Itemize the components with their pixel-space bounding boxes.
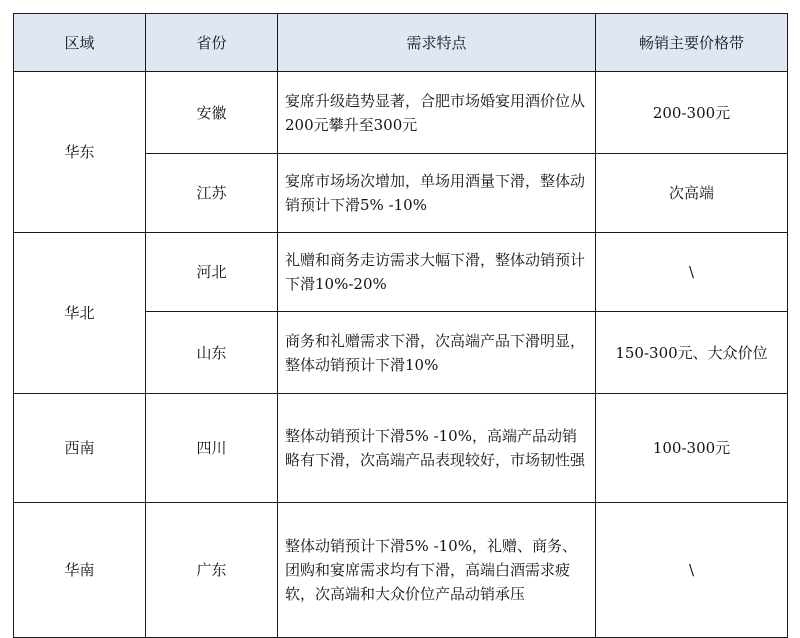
province-cell: 河北 <box>146 233 278 312</box>
price-band-cell: 100-300元 <box>596 394 788 503</box>
table-row <box>14 503 788 638</box>
header-region: 区域 <box>14 14 146 72</box>
regional-demand-table <box>13 13 788 638</box>
price-band-cell: 200-300元 <box>596 72 788 154</box>
table-row <box>14 394 788 503</box>
header-row <box>14 14 788 72</box>
demand-cell: 礼赠和商务走访需求大幅下滑，整体动销预计下滑10%-20% <box>278 233 596 312</box>
price-band-cell: \ <box>596 503 788 638</box>
header-demand: 需求特点 <box>278 14 596 72</box>
province-cell: 广东 <box>146 503 278 638</box>
region-cell: 西南 <box>14 394 146 503</box>
demand-cell: 宴席市场场次增加，单场用酒量下滑，整体动销预计下滑5% -10% <box>278 154 596 233</box>
province-cell: 山东 <box>146 312 278 394</box>
demand-cell: 整体动销预计下滑5% -10%，礼赠、商务、团购和宴席需求均有下滑，高端白酒需求疲软，次高端和大众价位产品动销承压 <box>278 503 596 638</box>
table-row <box>14 72 788 154</box>
province-cell: 安徽 <box>146 72 278 154</box>
demand-cell: 整体动销预计下滑5% -10%，高端产品动销略有下滑，次高端产品表现较好，市场韧性强 <box>278 394 596 503</box>
price-demand-table-container <box>13 13 787 603</box>
region-cell: 华南 <box>14 503 146 638</box>
region-cell: 华北 <box>14 233 146 394</box>
price-band-cell: \ <box>596 233 788 312</box>
price-band-cell: 150-300元、大众价位 <box>596 312 788 394</box>
province-cell: 江苏 <box>146 154 278 233</box>
price-band-cell: 次高端 <box>596 154 788 233</box>
demand-cell: 商务和礼赠需求下滑，次高端产品下滑明显，整体动销预计下滑10% <box>278 312 596 394</box>
demand-cell: 宴席升级趋势显著，合肥市场婚宴用酒价位从200元攀升至300元 <box>278 72 596 154</box>
header-province: 省份 <box>146 14 278 72</box>
province-cell: 四川 <box>146 394 278 503</box>
region-cell: 华东 <box>14 72 146 233</box>
header-price-band: 畅销主要价格带 <box>596 14 788 72</box>
table-row <box>14 233 788 312</box>
